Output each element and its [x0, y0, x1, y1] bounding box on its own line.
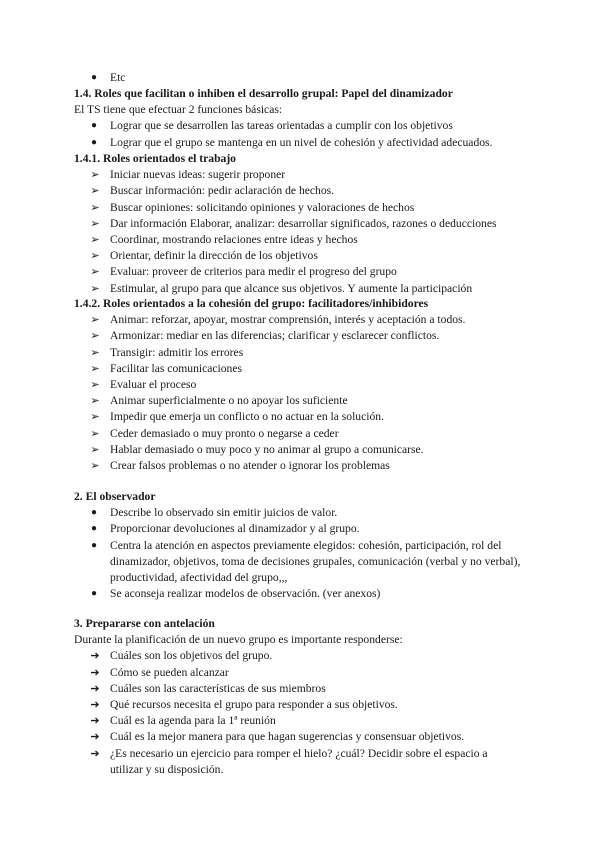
- list-item: ➢ Facilitar las comunicaciones: [0, 361, 600, 377]
- list-item: ➢ Transigir: admitir los errores: [0, 345, 600, 361]
- arrowhead-icon: ➢: [90, 427, 100, 440]
- arrow-right-icon: ➔: [90, 650, 100, 663]
- section-2: [0, 489, 600, 602]
- arrowhead-icon: ➢: [90, 459, 100, 472]
- bullet-icon: ●: [90, 120, 98, 132]
- list-item: ➢ Evaluar el proceso: [0, 377, 600, 393]
- list-item: ➢ Ceder demasiado o muy pronto o negarse a ceder: [0, 426, 600, 442]
- list-item: ➢ Animar superficialmente o no apoyar los suficiente: [0, 393, 600, 409]
- list-item: ● Describe lo observado sin emitir juicios de valor.: [0, 505, 600, 521]
- top-list: [0, 70, 600, 86]
- list-item: ● Etc: [0, 70, 600, 86]
- section-1-4-2: [0, 296, 600, 474]
- list-item: ➢ Dar información Elaborar, analizar: desarrollar significados, razones o deducciones: [0, 216, 600, 232]
- arrowhead-icon: ➢: [90, 282, 100, 295]
- list-item: ➢ Animar: reforzar, apoyar, mostrar comprensión, interés y aceptación a todos.: [0, 312, 600, 328]
- arrowhead-icon: ➢: [90, 201, 100, 214]
- paragraph: Durante la planificación de un nuevo grupo es importante responderse:: [74, 633, 403, 647]
- bullet-icon: ●: [90, 507, 98, 519]
- list-item: ➢ Iniciar nuevas ideas: sugerir proponer: [0, 167, 600, 183]
- list-item: ➢ Buscar información: pedir aclaración de hechos.: [0, 183, 600, 199]
- arrowhead-icon: ➢: [90, 362, 100, 375]
- list-item: ➔ Cuál es la mejor manera para que hagan sugerencias y consensuar objetivos.: [0, 729, 600, 745]
- arrowhead-icon: ➢: [90, 378, 100, 391]
- arrowhead-icon: ➢: [90, 169, 100, 182]
- list-item: ➢ Orientar, definir la dirección de los objetivos: [0, 248, 600, 264]
- arrowhead-icon: ➢: [90, 217, 100, 230]
- bullet-icon: ●: [90, 136, 98, 148]
- list-item: ➢ Estimular, al grupo para que alcance sus objetivos. Y aumente la participación: [0, 281, 600, 297]
- arrow-right-icon: ➔: [90, 747, 100, 760]
- section-heading: 1.4. Roles que facilitan o inhiben el desarrollo grupal: Papel del dinamizador: [74, 87, 453, 100]
- list-item: ➔ Qué recursos necesita el grupo para responder a sus objetivos.: [0, 697, 600, 713]
- section-heading: 1.4.1. Roles orientados el trabajo: [74, 152, 236, 165]
- section-1-4-1: [0, 151, 600, 297]
- arrowhead-icon: ➢: [90, 330, 100, 343]
- list-item: ➔ Cuáles son las características de sus miembros: [0, 681, 600, 697]
- bullet-icon: ●: [90, 588, 98, 600]
- arrowhead-icon: ➢: [90, 395, 100, 408]
- section-heading: 2. El observador: [74, 490, 156, 503]
- arrow-right-icon: ➔: [90, 698, 100, 711]
- bullet-icon: ●: [90, 72, 98, 83]
- list-item: ● Lograr que se desarrollen las tareas orientadas a cumplir con los objetivos: [0, 118, 600, 134]
- list-item: ● Centra la atención en aspectos previamente elegidos: cohesión, participación, rol del dinamizador, objetivos, toma de decisiones grupales, comunicación (verbal y no verbal), productividad, afectividad del grupo,,,: [0, 538, 600, 587]
- list-item: ➔ Cómo se pueden alcanzar: [0, 665, 600, 681]
- list-item: ➔ Cuál es la agenda para la 1ª reunión: [0, 713, 600, 729]
- bullet-icon: ●: [90, 539, 98, 551]
- paragraph: El TS tiene que efectuar 2 funciones básicas:: [74, 103, 283, 117]
- arrowhead-icon: ➢: [90, 314, 100, 327]
- list-item: ➢ Buscar opiniones: solicitando opiniones y valoraciones de hechos: [0, 200, 600, 216]
- arrow-right-icon: ➔: [90, 666, 100, 679]
- section-heading: 1.4.2. Roles orientados a la cohesión del grupo: facilitadores/inhibidores: [74, 297, 429, 310]
- arrowhead-icon: ➢: [90, 233, 100, 246]
- arrowhead-icon: ➢: [90, 266, 100, 279]
- list-item: ➢ Crear falsos problemas o no atender o ignorar los problemas: [0, 458, 600, 474]
- list-item: ➢ Evaluar: proveer de criterios para medir el progreso del grupo: [0, 264, 600, 280]
- arrow-right-icon: ➔: [90, 731, 100, 744]
- section-1-4: [0, 86, 600, 151]
- section-heading: 3. Prepararse con antelación: [74, 617, 215, 630]
- arrowhead-icon: ➢: [90, 346, 100, 359]
- bullet-icon: ●: [90, 523, 98, 535]
- arrow-right-icon: ➔: [90, 682, 100, 695]
- arrow-right-icon: ➔: [90, 715, 100, 728]
- list-item: ● Lograr que el grupo se mantenga en un nivel de cohesión y afectividad adecuados.: [0, 135, 600, 151]
- list-item: ➢ Impedir que emerja un conflicto o no actuar en la solución.: [0, 409, 600, 425]
- arrowhead-icon: ➢: [90, 185, 100, 198]
- list-item: ➢ Armonizar: mediar en las diferencias; clarificar y esclarecer conflictos.: [0, 328, 600, 344]
- list-item: ● Se aconseja realizar modelos de observación. (ver anexos): [0, 586, 600, 602]
- list-item: ➔ ¿Es necesario un ejercicio para romper el hielo? ¿cuál? Decidir sobre el espacio a utilizar y su disposición.: [0, 746, 600, 778]
- arrowhead-icon: ➢: [90, 443, 100, 456]
- arrowhead-icon: ➢: [90, 250, 100, 263]
- list-item: ● Proporcionar devoluciones al dinamizador y al grupo.: [0, 521, 600, 537]
- section-3: [0, 616, 600, 778]
- arrowhead-icon: ➢: [90, 411, 100, 424]
- list-item: ➢ Coordinar, mostrando relaciones entre ideas y hechos: [0, 232, 600, 248]
- list-item: ➢ Hablar demasiado o muy poco y no animar al grupo a comunicarse.: [0, 442, 600, 458]
- list-item: ➔ Cuáles son los objetivos del grupo.: [0, 648, 600, 664]
